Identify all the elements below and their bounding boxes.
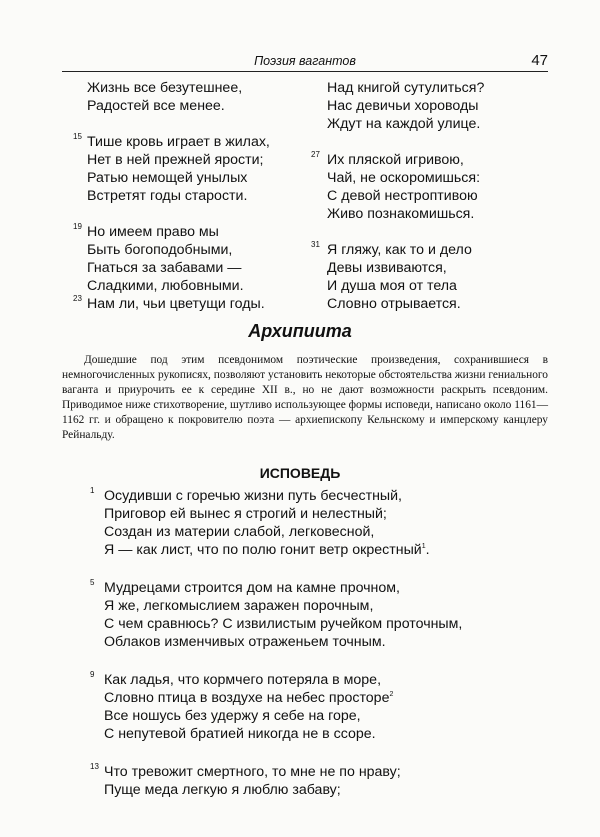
line-number: 1	[90, 486, 95, 495]
verse-line: Гнаться за забавами —	[87, 260, 242, 276]
verse-line: Радостей все менее.	[87, 98, 225, 114]
verse-line: Ждут на каждой улице.	[327, 116, 481, 132]
verse-line: Я — как лист, что по полю гонит ветр окрестный$^1$.	[104, 542, 430, 558]
verse-line: Девы извиваются,	[327, 260, 447, 276]
line-number: 19	[73, 222, 82, 231]
verse-line: Создан из материи слабой, легковесной,	[104, 524, 375, 540]
verse-line: Осудивши с горечью жизни путь бесчестный,	[104, 488, 402, 504]
stanza	[327, 79, 557, 133]
verse-line: Приговор ей вынес я строгий и нелестный;	[104, 506, 387, 522]
stanza	[73, 294, 317, 313]
left-verse-column	[73, 79, 317, 331]
stanza	[311, 150, 557, 223]
line-number: 31	[311, 240, 320, 249]
line-number: 15	[73, 132, 82, 141]
stanza	[90, 486, 544, 559]
verse-line: С девой нестроптивою	[327, 188, 478, 204]
verse-line: Их пляской игривою,	[327, 152, 464, 168]
verse-line: Пуще меда легкую я люблю забаву;	[104, 782, 341, 798]
stanza	[90, 762, 544, 799]
verse-line: Чай, не оскоромишься:	[327, 170, 481, 186]
stanza	[311, 240, 557, 313]
verse-line: Мудрецами строится дом на камне прочном,	[104, 580, 400, 596]
verse-line: Быть богоподобными,	[87, 242, 233, 258]
page-number: 47	[531, 52, 548, 69]
verse-line: Нам ли, чьи цветущи годы.	[87, 296, 265, 312]
line-number: 23	[73, 294, 82, 303]
verse-line: Нас девичьи хороводы	[327, 98, 479, 114]
stanza	[73, 222, 317, 295]
verse-line: Тише кровь играет в жилах,	[87, 134, 270, 150]
stanza	[87, 79, 317, 115]
verse-line: С чем сравнюсь? С извилистым ручейком проточным,	[104, 616, 463, 632]
line-number: 5	[90, 578, 95, 587]
verse-line: Облаков изменчивых отраженьем точным.	[104, 634, 386, 650]
verse-line-text: Я — как лист, что по полю гонит ветр окрестный	[104, 542, 422, 558]
stanza	[90, 670, 544, 743]
running-title: Поэзия вагантов	[254, 54, 356, 68]
verse-line: Сладкими, любовными.	[87, 278, 244, 294]
verse-line: Нет в ней прежней ярости;	[87, 152, 264, 168]
verse-line: Жизнь все безутешнее,	[87, 80, 243, 96]
page-header	[62, 51, 548, 72]
verse-line: С непутевой братией никогда не в ссоре.	[104, 726, 376, 742]
poem-title: ИСПОВЕДЬ	[259, 465, 341, 481]
verse-line: Над книгой сутулиться?	[327, 80, 485, 96]
line-number: 9	[90, 670, 95, 679]
verse-line: И душа моя от тела	[327, 278, 457, 294]
verse-line: Как ладья, что кормчего потеряла в море,	[104, 672, 382, 688]
verse-line: Что тревожит смертного, то мне не по нраву;	[104, 764, 401, 780]
verse-line: Я же, легкомыслием заражен порочным,	[104, 598, 374, 614]
verse-line: Все ношусь без удержу я себе на горе,	[104, 708, 361, 724]
stanza	[73, 132, 317, 205]
verse-line	[104, 689, 544, 707]
section-intro	[62, 353, 548, 443]
verse-line: Живо познакомишься.	[327, 206, 475, 222]
verse-line: Но имеем право мы	[87, 224, 219, 240]
footnote-marker[interactable]: 1	[421, 543, 426, 550]
verse-line: Ратью немощей унылых	[87, 170, 248, 186]
right-verse-column	[311, 79, 557, 331]
footnote-marker[interactable]: 2	[389, 691, 394, 698]
intro-paragraph: Дошедшие под этим псевдонимом поэтические произведения, сохранившиеся в немногочисленных рукописях, позволяют установить некоторые обстоятельства жизни гениального ваганта и приурочить ее к середине XII в., но не дают возможности раскрыть псевдоним. Приводимое ниже стихотворение, шутливо использующее формы исповеди, написано около 1161—1162 гг. и обращено к покровителю поэта — архиепископу Кельнскому и имперскому канцлеру Рейнальду.	[62, 354, 548, 441]
line-number: 27	[311, 150, 320, 159]
poem-body	[90, 486, 544, 819]
section-title: Архипиита	[248, 321, 352, 341]
verse-line: Я гляжу, как то и дело	[327, 242, 472, 258]
verse-line: Словно отрывается.	[327, 296, 461, 312]
verse-line-text: Словно птица в воздухе на небес просторе	[104, 690, 390, 706]
verse-line: Встретят годы старости.	[87, 188, 248, 204]
stanza	[90, 578, 544, 651]
line-number: 13	[90, 762, 99, 771]
